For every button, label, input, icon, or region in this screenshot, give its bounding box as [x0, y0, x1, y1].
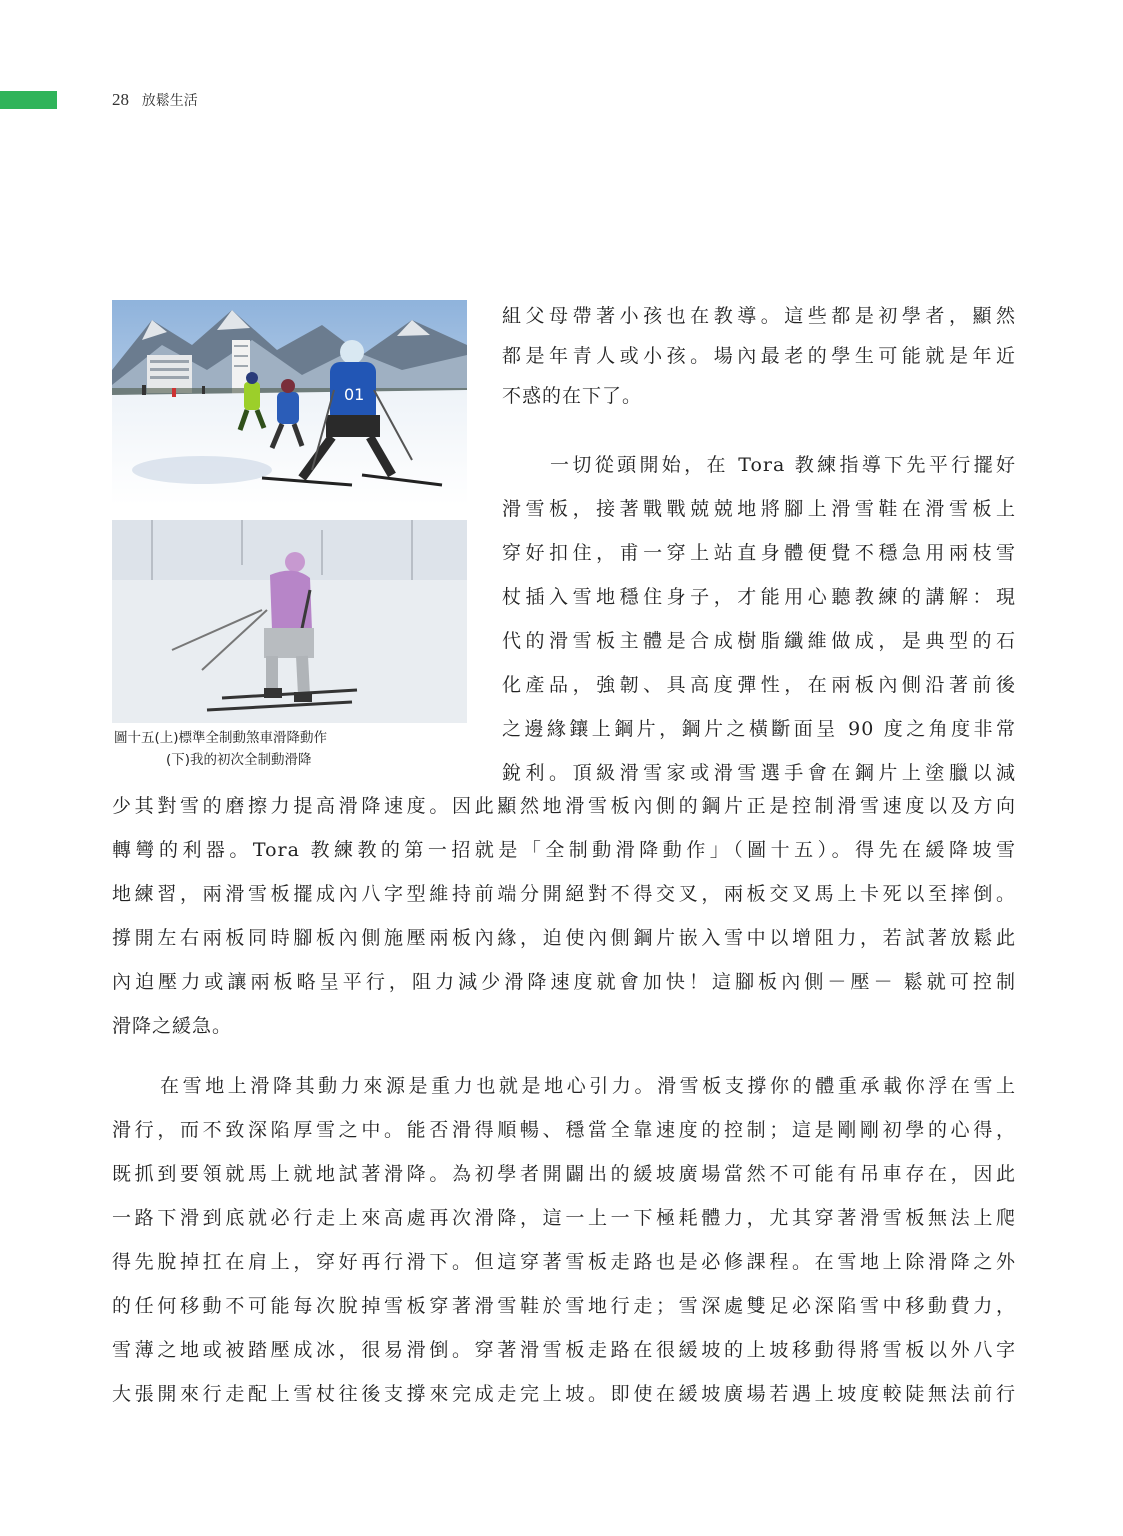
text-line: 不惑的在下了。 — [502, 385, 643, 407]
text-line: 滑行，而不致深陷厚雪之中。能否滑得順暢、穩當全靠速度的控制；這是剛剛初學的心得， — [112, 1119, 1016, 1141]
paragraph-1 — [502, 296, 1016, 416]
purple-skier-illustration — [112, 520, 467, 723]
paragraph-2-right — [502, 445, 1016, 793]
photo-first-descent — [112, 520, 467, 723]
ski-lesson-illustration — [112, 300, 467, 505]
text-line: 得先脫掉扛在肩上，穿好再行滑下。但這穿著雪板走路也是必修課程。在雪地上除滑降之外 — [112, 1251, 1016, 1273]
text-line: 滑雪板，接著戰戰兢兢地將腳上滑雪鞋在滑雪板上 — [502, 498, 1016, 520]
text-line: 少其對雪的磨擦力提高滑降速度。因此顯然地滑雪板內側的鋼片正是控制滑雪速度以及方向 — [112, 795, 1016, 817]
text-line: 內迫壓力或讓兩板略呈平行，阻力減少滑降速度就會加快！這腳板內側－壓－ 鬆就可控制 — [112, 971, 1016, 993]
text-line: 雪薄之地或被踏壓成冰，很易滑倒。穿著滑雪板走路在很緩坡的上坡移動得將雪板以外八字 — [112, 1339, 1016, 1361]
svg-text:01: 01 — [344, 385, 365, 404]
text-line: 一路下滑到底就必行走上來高處再次滑降，這一上一下極耗體力，尤其穿著滑雪板無法上爬 — [112, 1207, 1016, 1229]
text-line: 大張開來行走配上雪杖往後支撐來完成走完上坡。即使在緩坡廣場若遇上坡度較陡無法前行 — [112, 1383, 1016, 1405]
text-line: 滑降之緩急。 — [112, 1015, 233, 1037]
section-title: 放鬆生活 — [141, 93, 198, 109]
text-line: 銳利。頂級滑雪家或滑雪選手會在鋼片上塗臘以減 — [502, 762, 1016, 784]
text-line: 在雪地上滑降其動力來源是重力也就是地心引力。滑雪板支撐你的體重承載你浮在雪上 — [160, 1075, 1016, 1097]
page-number: 28 — [112, 90, 129, 109]
text-line: 都是年青人或小孩。場內最老的學生可能就是年近 — [502, 345, 1016, 367]
text-line: 化產品，強韌、具高度彈性，在兩板內側沿著前後 — [502, 674, 1016, 696]
section-color-bar — [0, 91, 57, 109]
text-line: 之邊緣鑲上鋼片，鋼片之橫斷面呈 90 度之角度非常 — [502, 718, 1016, 740]
text-line: 撐開左右兩板同時腳板內側施壓兩板內緣，迫使內側鋼片嵌入雪中以增阻力，若試著放鬆此 — [112, 927, 1016, 949]
caption-line-bottom: (下)我的初次全制動滑降 — [166, 752, 312, 768]
text-line: 穿好扣住，甫一穿上站直身體便覺不穩急用兩枝雪 — [502, 542, 1016, 564]
figure-caption — [114, 727, 474, 771]
text-line: 杖插入雪地穩住身子，才能用心聽教練的講解：現 — [502, 586, 1016, 608]
text-line: 的任何移動不可能每次脫掉雪板穿著滑雪鞋於雪地行走；雪深處雙足必深陷雪中移動費力， — [112, 1295, 1016, 1317]
text-line: 組父母帶著小孩也在教導。這些都是初學者，顯然 — [502, 305, 1016, 327]
paragraph-2-full — [112, 786, 1016, 1046]
photo-ski-lesson — [112, 300, 467, 505]
caption-line-top: 圖十五(上)標準全制動煞車滑降動作 — [114, 730, 328, 746]
paragraph-3 — [112, 1066, 1016, 1414]
text-line: 轉彎的利器。Tora 教練教的第一招就是「全制動滑降動作」（圖十五）。得先在緩降坡雪 — [112, 839, 1016, 861]
text-line: 地練習，兩滑雪板擺成內八字型維持前端分開絕對不得交叉，兩板交叉馬上卡死以至摔倒。 — [112, 883, 1016, 905]
text-line: 既抓到要領就馬上就地試著滑降。為初學者開闢出的緩坡廣場當然不可能有吊車存在，因此 — [112, 1163, 1016, 1185]
text-line: 代的滑雪板主體是合成樹脂纖維做成，是典型的石 — [502, 630, 1016, 652]
running-header — [112, 90, 198, 110]
text-line: 一切從頭開始，在 Tora 教練指導下先平行擺好 — [550, 454, 1016, 476]
